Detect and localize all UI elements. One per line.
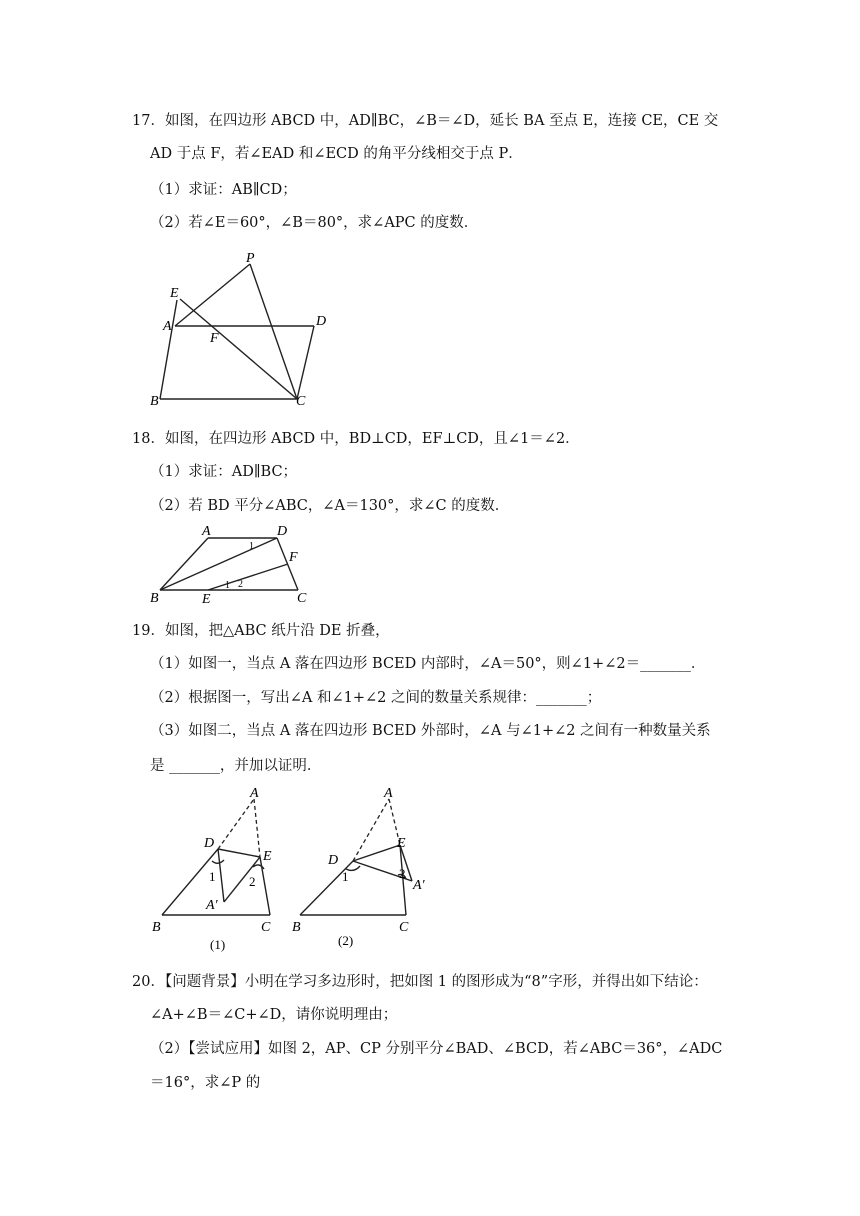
q17-part-2: （2）若∠E＝60°，∠B＝80°，求∠APC 的度数． bbox=[150, 215, 479, 231]
q18-label-e: E bbox=[202, 592, 211, 607]
q18-figure bbox=[145, 522, 320, 607]
q19-fig1-label-d: D bbox=[204, 836, 215, 851]
q19-part-4: 是 _______，并加以证明． bbox=[150, 758, 322, 774]
q19-fig1-angle-1: 1 bbox=[209, 869, 216, 884]
q19-fig1-label-b: B bbox=[152, 920, 161, 935]
q18-label-f: F bbox=[289, 550, 298, 565]
q19-fig1-caption: (1) bbox=[210, 937, 226, 952]
q17-label-f: F bbox=[210, 331, 219, 346]
q18-part-1: （1）求证：AD∥BC； bbox=[150, 464, 298, 480]
q18-label-b: B bbox=[150, 591, 159, 606]
q17-figure bbox=[140, 245, 340, 410]
q19-figure-2 bbox=[288, 785, 438, 955]
q19-fig2-angle-2: 2 bbox=[399, 866, 406, 881]
q17-label-a: A bbox=[163, 319, 172, 334]
q19-fig2-label-e: E bbox=[397, 836, 406, 851]
q19-fig2-label-b: B bbox=[292, 920, 301, 935]
q20-part-2-line-2: ＝16°，求∠P 的 bbox=[150, 1075, 261, 1091]
q18-angle-1-bottom: 1 bbox=[225, 580, 230, 591]
q17-line-1: 17．如图，在四边形 ABCD 中，AD∥BC，∠B＝∠D，延长 BA 至点 E，连接 CE，CE 交 bbox=[132, 113, 719, 129]
q19-fig2-label-a: A bbox=[384, 786, 393, 801]
q19-fig1-label-c: C bbox=[261, 920, 271, 935]
q19-fig2-label-c: C bbox=[399, 920, 409, 935]
q19-fig2-label-d: D bbox=[328, 853, 339, 868]
q19-fig1-label-a: A bbox=[250, 786, 259, 801]
q19-part-1: （1）如图一，当点 A 落在四边形 BCED 内部时，∠A＝50°，则∠1+∠2＝_______． bbox=[150, 656, 706, 672]
q17-label-b: B bbox=[150, 394, 159, 409]
q19-line-1: 19．如图，把△ABC 纸片沿 DE 折叠， bbox=[132, 623, 390, 639]
q18-label-d: D bbox=[277, 524, 288, 539]
q19-fig2-caption: (2) bbox=[338, 933, 354, 948]
q17-label-d: D bbox=[316, 314, 327, 329]
q19-part-3: （3）如图二，当点 A 落在四边形 BCED 外部时，∠A 与∠1+∠2 之间有一种数量关系 bbox=[150, 723, 711, 739]
q18-label-a: A bbox=[202, 524, 211, 539]
q18-angle-2: 2 bbox=[238, 579, 243, 590]
q19-fig1-label-e: E bbox=[263, 849, 272, 864]
q20-part-2-line-1: （2）【尝试应用】如图 2，AP、CP 分别平分∠BAD、∠BCD，若∠ABC＝36°，∠ADC bbox=[150, 1041, 723, 1057]
q17-label-c: C bbox=[296, 394, 306, 409]
q19-figure-1 bbox=[148, 785, 283, 955]
q19-part-2: （2）根据图一，写出∠A 和∠1+∠2 之间的数量关系规律：_______； bbox=[150, 690, 602, 706]
q17-line-2: AD 于点 F，若∠EAD 和∠ECD 的角平分线相交于点 P． bbox=[150, 146, 523, 162]
q19-fig2-label-a-prime: A′ bbox=[413, 878, 425, 893]
q18-part-2: （2）若 BD 平分∠ABC，∠A＝130°，求∠C 的度数． bbox=[150, 498, 510, 514]
q19-fig1-angle-2: 2 bbox=[249, 874, 256, 889]
q19-fig2-angle-1: 1 bbox=[342, 869, 349, 884]
q19-fig1-label-a-prime: A′ bbox=[206, 898, 218, 913]
q20-line-1: 20．【问题背景】小明在学习多边形时，把如图 1 的图形成为“8”字形，并得出如下结论： bbox=[132, 974, 708, 990]
q20-line-2: ∠A+∠B＝∠C+∠D，请你说明理由； bbox=[150, 1007, 398, 1023]
q18-angle-1-top: 1 bbox=[249, 541, 254, 552]
q17-label-e: E bbox=[170, 286, 179, 301]
q17-label-p: P bbox=[246, 251, 255, 266]
q17-part-1: （1）求证：AB∥CD； bbox=[150, 182, 297, 198]
q18-line-1: 18．如图，在四边形 ABCD 中，BD⊥CD，EF⊥CD，且∠1＝∠2． bbox=[132, 431, 580, 447]
q18-label-c: C bbox=[297, 591, 307, 606]
